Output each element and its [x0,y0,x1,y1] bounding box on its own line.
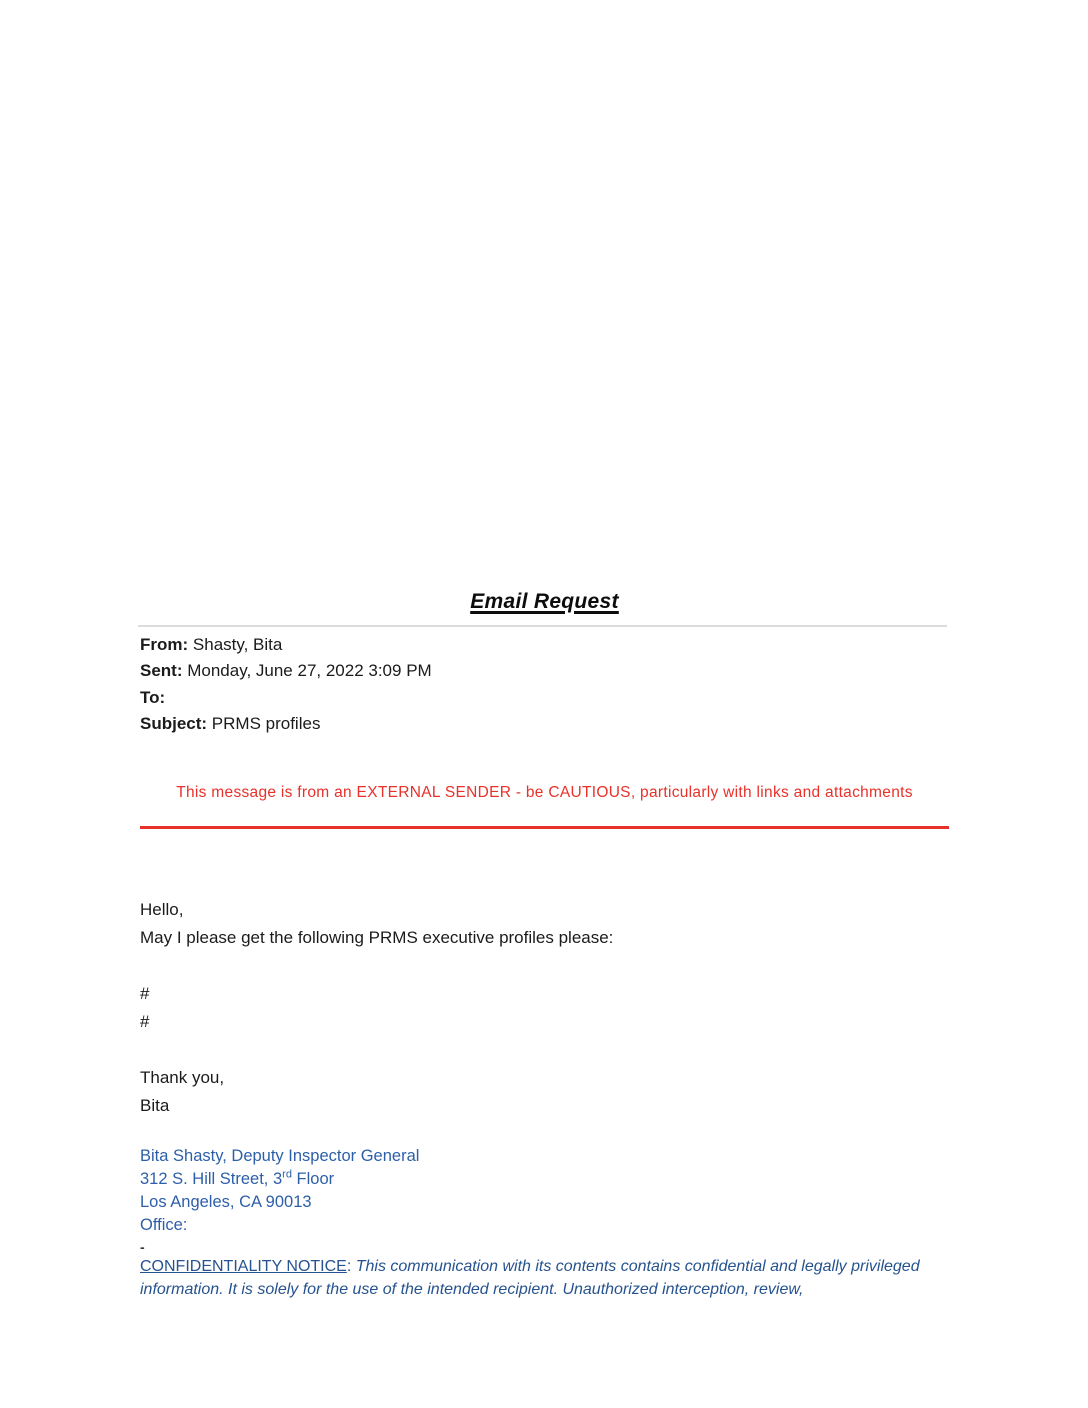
blank-line [140,1036,949,1064]
confidentiality-label: CONFIDENTIALITY NOTICE [140,1258,347,1275]
address1-suffix: Floor [291,1170,335,1188]
body-item-2: # [140,1012,150,1031]
body-signoff: Bita [140,1096,170,1115]
confidentiality-colon: : [346,1258,356,1275]
signature-name-title: Bita Shasty, Deputy Inspector General [140,1147,420,1165]
subject-label: Subject: [140,713,208,733]
signature-office: Office: [140,1216,188,1234]
address1-ordinal: rd [282,1168,292,1181]
confidentiality-text: This communication with its contents contains confidential and legally privileged information. It is solely for the use of the intended recipient. Unauthorized interception, review, [140,1258,920,1298]
signature-address-line2: Los Angeles, CA 90013 [140,1193,312,1211]
sent-label: Sent: [140,661,183,681]
warning-divider [140,826,949,829]
blank-line [140,952,949,980]
sent-value: Monday, June 27, 2022 3:09 PM [187,661,432,681]
page-title [140,590,949,614]
email-header-block [140,632,949,737]
from-value: Shasty, Bita [192,635,283,654]
to-label: To: [140,687,166,707]
body-closing: Thank you, [140,1068,225,1087]
dash-separator: - [140,1239,145,1255]
subject-value: PRMS profiles [211,713,321,733]
page-title-text: Email Request [470,590,619,613]
body-request: May I please get the following PRMS executive profiles please: [140,928,614,947]
header-field-from [140,632,949,658]
signature-address-line1 [140,1168,949,1191]
body-greeting: Hello, [140,900,184,919]
signature-block [140,1145,949,1237]
body-item-1: # [140,984,150,1003]
confidentiality-notice [140,1255,949,1301]
address1-prefix: 312 S. Hill Street, 3 [140,1170,283,1188]
from-label: From: [140,635,189,654]
external-sender-warning: This message is from an EXTERNAL SENDER - be CAUTIOUS, particularly with links and attachments [176,784,913,801]
header-field-subject [140,711,949,737]
title-divider [138,625,947,627]
document-content [140,0,949,1408]
header-field-sent [140,658,949,684]
email-body [140,896,949,1120]
header-field-to [140,685,949,711]
